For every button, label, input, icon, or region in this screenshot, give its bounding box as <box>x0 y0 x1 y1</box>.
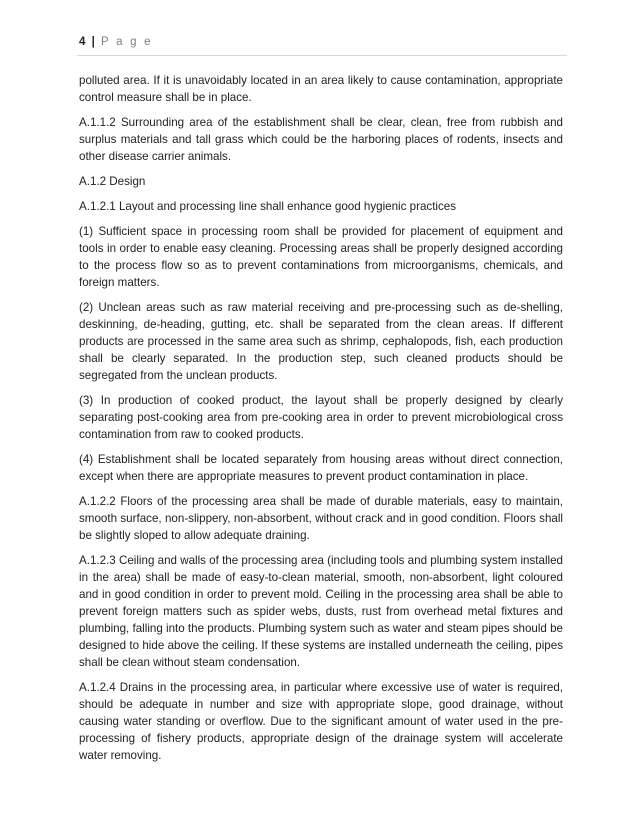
header-separator: | <box>91 36 95 48</box>
paragraph: (3) In production of cooked product, the layout shall be properly designed by clearly separating post-cooking area from pre-cooking area in order to prevent microbiological cross contamination from raw to cooked products. <box>79 394 563 441</box>
header-divider <box>77 55 567 56</box>
paragraph: (2) Unclean areas such as raw material receiving and pre-processing such as de-shelling, deskinning, de-heading, gutting, etc. shall be separated from the clean areas. If different products are processed in the same area such as shrimp, cephalopods, fish, each production shall be clearly separated. In the production step, such cleaned products should be segregated from the unclean products. <box>79 301 563 382</box>
paragraph: (4) Establishment shall be located separately from housing areas without direct connection, except when there are appropriate measures to prevent product contamination in place. <box>79 453 563 483</box>
paragraph: A.1.2.4 Drains in the processing area, in particular where excessive use of water is required, should be adequate in number and size with appropriate slope, good drainage, without causing water standing or overflow. Due to the significant amount of water used in the pre-processing of fishery products, appropriate design of the drainage system will accelerate water removing. <box>79 681 563 762</box>
paragraph: A.1.2.2 Floors of the processing area shall be made of durable materials, easy to maintain, smooth surface, non-slippery, non-absorbent, without crack and in good condition. Floors shall be slightly sloped to allow adequate draining. <box>79 495 563 542</box>
paragraph: A.1.2.3 Ceiling and walls of the processing area (including tools and plumbing system installed in the area) shall be made of easy-to-clean material, smooth, non-absorbent, light coloured and in good condition in order to prevent mold. Ceiling in the processing area shall be able to prevent foreign matters such as spider webs, dusts, rust from overhead metal fixtures and plumbing, falling into the products. Plumbing system such as water and steam pipes should be designed to hide above the ceiling. If these systems are installed underneath the ceiling, pipes shall be clean without steam condensation. <box>79 554 563 669</box>
document-body <box>79 72 563 772</box>
paragraph: A.1.1.2 Surrounding area of the establishment shall be clear, clean, free from rubbish and surplus materials and tall grass which could be the harboring places of rodents, insects and other disease carrier animals. <box>79 116 563 163</box>
paragraph: (1) Sufficient space in processing room shall be provided for placement of equipment and tools in order to enable easy cleaning. Processing areas shall be properly designed according to the process flow so as to prevent contaminations from microorganisms, chemicals, and foreign matters. <box>79 225 563 289</box>
page-number: 4 <box>79 36 86 48</box>
section-heading: A.1.2 Design <box>79 175 146 188</box>
subsection-heading: A.1.2.1 Layout and processing line shall enhance good hygienic practices <box>79 200 457 213</box>
page-header <box>79 34 567 50</box>
page-label: P a g e <box>101 36 153 48</box>
paragraph: polluted area. If it is unavoidably located in an area likely to cause contamination, appropriate control measure shall be in place. <box>79 74 563 104</box>
